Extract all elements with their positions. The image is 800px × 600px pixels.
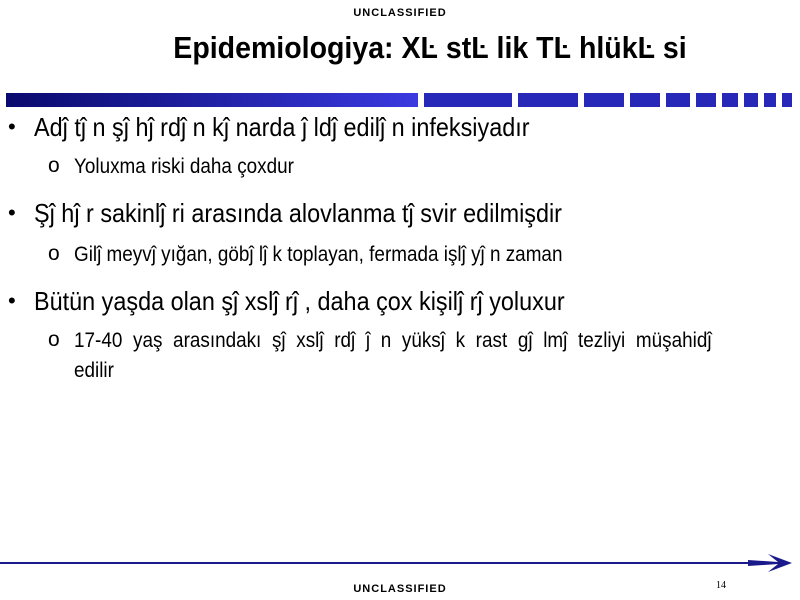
- title-bar-segment: [782, 93, 792, 107]
- classification-top: UNCLASSIFIED: [353, 7, 447, 19]
- bullet-text: Adĵ tĵ n şĵ hĵ rdĵ n kĵ narda ĵ ldĵ edilĵ n infeksiyadır: [34, 112, 530, 142]
- bullet-text: Şĵ hĵ r sakinlĵ ri arasında alovlanma tĵ svir edilmişdir: [34, 198, 562, 228]
- title-bar-segment: [584, 93, 624, 107]
- sub-bullet-item: [8, 240, 778, 270]
- title-bar-segment: [696, 93, 716, 107]
- title-bar-segment: [424, 93, 512, 107]
- bullet-marker: •: [8, 114, 16, 139]
- title-underline-bar: [6, 93, 796, 107]
- classification-bottom: UNCLASSIFIED: [353, 583, 447, 595]
- bullet-item: [8, 108, 778, 146]
- slide-title: Epidemiologiya: XĿ stĿ lik TĿ hlükĿ si: [173, 30, 687, 65]
- bullet-marker: •: [8, 288, 16, 313]
- sub-bullet-text: 17-40 yaş arasındakı şĵ xslĵ rdĵ ĵ n yüksĵ k rast gĵ lmĵ tezliyi müşahidĵ edilir: [74, 329, 712, 382]
- sub-bullet-marker: o: [48, 154, 60, 177]
- title-bar-segment: [518, 93, 578, 107]
- page-number: 14: [716, 580, 726, 591]
- title-bar-segment: [630, 93, 660, 107]
- sub-bullet-text: Gilĵ meyvĵ yığan, göbĵ lĵ k toplayan, fermada işlĵ yĵ n zaman: [74, 243, 563, 266]
- title-bar-segment: [764, 93, 776, 107]
- title-bar-segment: [722, 93, 738, 107]
- sub-bullet-item: [8, 152, 778, 182]
- sub-bullet-text: Yoluxma riski daha çoxdur: [74, 155, 294, 178]
- bullet-item: [8, 282, 778, 320]
- footer-arrow-icon: [748, 554, 792, 572]
- bullet-item: [8, 194, 778, 232]
- title-bar-segment: [666, 93, 690, 107]
- title-bar-segment: [744, 93, 758, 107]
- bullet-list: [8, 108, 778, 386]
- bullet-text: Bütün yaşda olan şĵ xslĵ rĵ , daha çox kişilĵ rĵ yoluxur: [34, 286, 565, 316]
- footer-line: [0, 562, 760, 564]
- sub-bullet-marker: o: [48, 328, 60, 351]
- title-bar-solid: [6, 93, 418, 107]
- bullet-marker: •: [8, 200, 16, 225]
- sub-bullet-marker: o: [48, 242, 60, 265]
- sub-bullet-item: [8, 326, 778, 386]
